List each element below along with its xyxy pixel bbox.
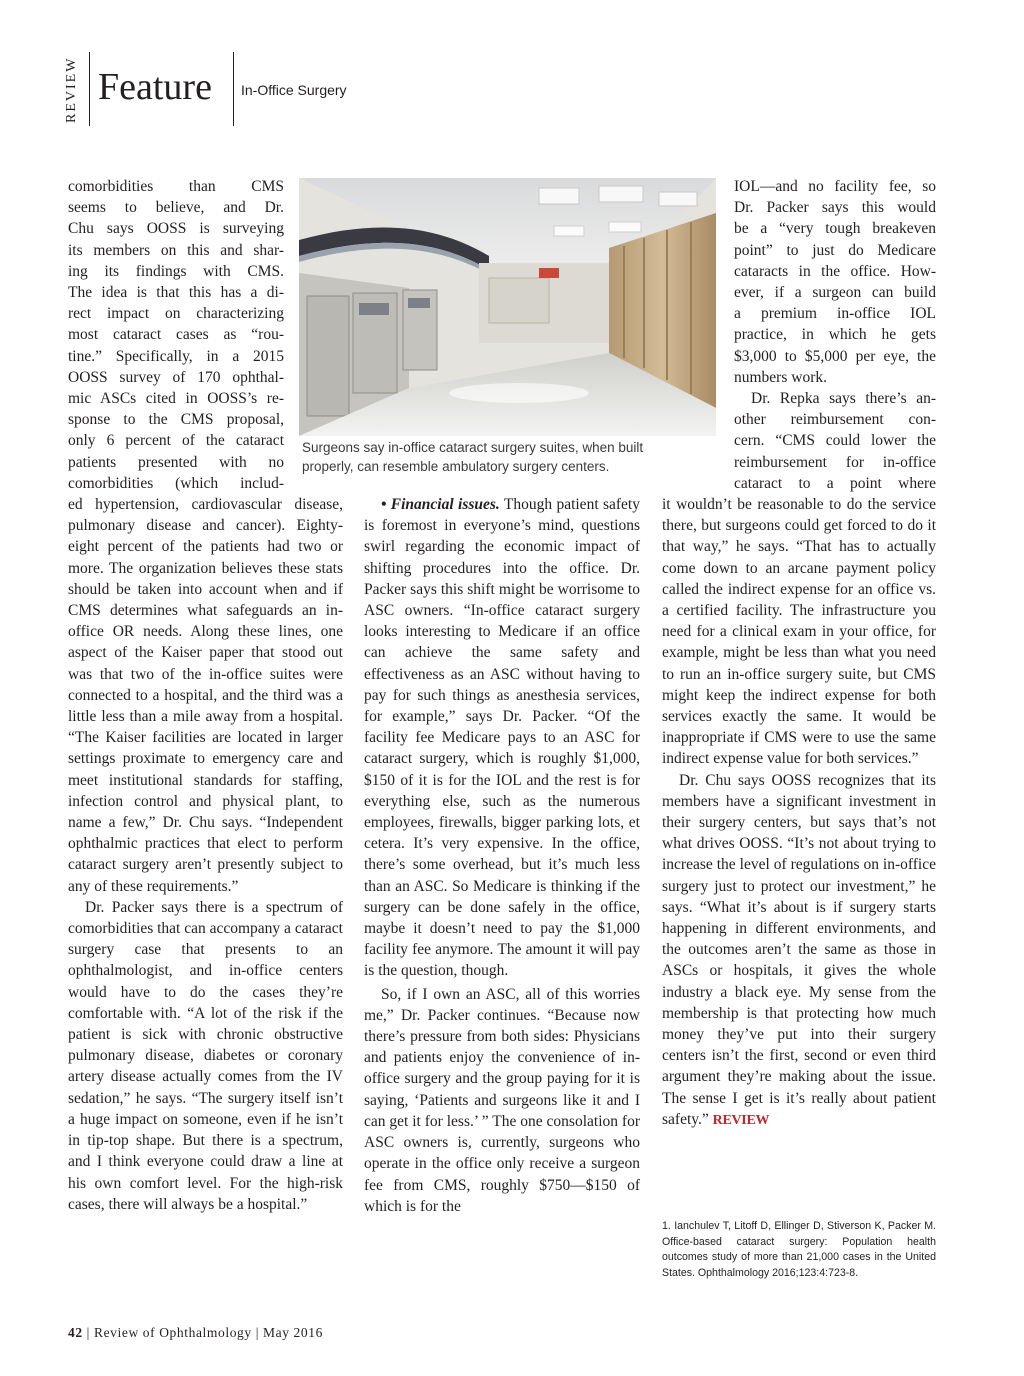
text-line: Dr. Repka says there’s an- (751, 390, 936, 408)
text-line: only 6 percent of the cataract (68, 432, 284, 450)
paragraph-text: Dr. Chu says OOSS recognizes that its members have a significant investment in their surgery centers, but says that’s not what drives OOSS. “It’s not about trying to increase the level of regulations on in-office surgery just to protect our investment,” he says. “What it’s about is if surgery starts happening in different environments, and the outcomes aren’t the same as those in ASCs or hospitals, it gives the whole industry a black eye. My sense from the membership is that protecting how much money they’ve put into their surgery centers isn’t the first, second or even third argument they’re making about the issue. The sense I get is it’s really about patient safety.” (662, 771, 936, 1128)
text-line: comorbidities (which includ- (68, 474, 284, 492)
col2-body (364, 494, 640, 1217)
text-line: IOL—and no facility fee, so (734, 178, 936, 195)
text-line: cataract to a point where (734, 474, 936, 492)
col3-body (662, 494, 936, 1131)
text-line: point” to just do Medicare (734, 241, 936, 259)
text-line: ing its findings with CMS. (68, 262, 284, 280)
paragraph (662, 770, 936, 1131)
text-line: Chu says OOSS is surveying (68, 220, 284, 238)
bullet-heading: • Financial issues. (381, 496, 500, 513)
text-line: tine.” Specifically, in a 2015 (68, 347, 284, 365)
text-line: other reimbursement con- (734, 411, 936, 429)
text-line: reimbursement for in-office (734, 453, 936, 471)
feature-label: Feature (98, 66, 212, 108)
col3-narrow (734, 176, 936, 494)
footer-separator: | (82, 1325, 94, 1340)
section-label: In-Office Surgery (241, 82, 347, 98)
surgery-suite-photo (299, 178, 716, 436)
header-rule-right (233, 52, 234, 126)
text-line: a premium in-office IOL (734, 305, 936, 323)
publication-name: Review of Ophthalmology (93, 1325, 252, 1340)
text-line: The idea is that this has a di- (68, 284, 284, 302)
issue-date: May 2016 (263, 1325, 323, 1340)
text-line: numbers work. (734, 368, 827, 386)
text-line: be a “very tough breakeven (734, 220, 936, 238)
reference-note: 1. Ianchulev T, Litoff D, Ellinger D, Stiverson K, Packer M. Office-based cataract surgery: Population health outcomes study of more than 21,000 cases in the United States. Ophthalmology 2016;123:4:723-8. (662, 1220, 936, 1279)
end-mark: REVIEW (712, 1112, 770, 1128)
text-line: practice, in which he gets (734, 326, 936, 344)
text-line: most cataract cases as “rou- (68, 326, 284, 344)
text-line: mic ASCs cited in OOSS’s re- (68, 390, 284, 408)
paragraph: ed hypertension, cardiovascular disease, pulmonary disease and cancer). Eighty-eight percent of the patients had two or more. The organization believes these stats should be taken into account when and if CMS determines what safeguards an in-office OR needs. Along these lines, one aspect of the Kaiser paper that stood out was that two of the in-office suites were connected to a hospital, and the third was a little less than a mile away from a hospital. “The Kaiser facilities are located in larger settings proximate to emergency care and meet institutional standards for staffing, infection control and physical plant, to name a few,” Dr. Chu says. “Independent ophthalmic practices that elect to perform cataract surgery aren’t presently subject to any of these requirements.” (68, 496, 343, 895)
paragraph: it wouldn’t be reasonable to do the service there, but surgeons could get forced to do it that way,” he says. “That has to actually come down to an arcane payment policy called the indirect expense for an office vs. a certified facility. The infrastructure you need for a clinical exam in your office, for example, might be less than what you need to run an in-office surgery suite, but CMS might keep the indirect expense for both services exactly the same. It would be inappropriate if CMS were to use the same indirect expense value for both services.” (662, 496, 936, 768)
text-line: cern. “CMS could lower the (734, 432, 936, 450)
col1-narrow (68, 176, 284, 494)
magazine-mark: REVIEW (64, 56, 79, 124)
caption-line-2: properly, can resemble ambulatory surgery centers. (302, 459, 610, 474)
footer-separator: | (251, 1325, 264, 1340)
paragraph (364, 494, 640, 982)
paragraph-text: Though patient safety is foremost in everyone’s mind, questions swirl regarding the economic impact of shifting procedures into the office. Dr. Packer says this shift might be worrisome to ASC owners. “In-office cataract surgery looks interesting to Medicare if an office can achieve the same safety and effectiveness as an ASC without having to pay for such things as anesthesia services, for example,” says Dr. Packer. “Of the facility fee Medicare pays to an ASC for cataract surgery, which is roughly $1,000, $150 of it is for the IOL and the rest is for everything else, such as the numerous employees, firewalls, bigger parking lots, et cetera. It’s very expensive. In the office, there’s some overhead, but it’s much less than an ASC. So Medicare is thinking if the surgery can be done safely in the office, maybe it doesn’t need to pay the $1,000 facility fee anymore. The amount it will pay is the question, though. (364, 496, 640, 980)
text-line: its members on this and shar- (68, 241, 284, 259)
text-line: cataracts in the office. How- (734, 262, 936, 280)
figure-caption (302, 438, 718, 476)
text-line: Dr. Packer says this would (734, 199, 936, 217)
text-line: ever, if a surgeon can build (734, 284, 936, 302)
page-footer (68, 1325, 323, 1341)
header-rule-left (89, 52, 90, 126)
col1-body (68, 494, 343, 1215)
text-line: sponse to the CMS proposal, (68, 411, 284, 429)
text-line: rect impact on characterizing (68, 305, 284, 323)
text-line: comorbidities than CMS (68, 178, 284, 195)
text-line: OOSS survey of 170 ophthal- (68, 368, 284, 386)
paragraph: So, if I own an ASC, all of this worries me,” Dr. Packer continues. “Because now there’s pressure from both sides: Physicians and patients enjoy the convenience of in-office surgery and the group paying for it is saying, ‘Patients and surgeons like it and I can get it for less.’ ” The one consolation for ASC owners is, currently, surgeons who operate in the office only receive a surgeon fee from CMS, roughly $750—$150 of which is for the (364, 985, 640, 1215)
paragraph: Dr. Packer says there is a spectrum of comorbidities that can accompany a cataract surgery case that presents to an ophthalmologist, and in-office centers would have to do the cases they’re comfortable with. “A lot of the risk if the patient is sick with chronic obstructive pulmonary disease, diabetes or coronary artery disease actually comes from the IV sedation,” he says. “The surgery itself isn’t a huge impact on someone, even if he isn’t in tip-top shape. But there is a spectrum, and I think everyone could draw a line at his own comfort level. For the high-risk cases, there will always be a hospital.” (68, 898, 343, 1213)
text-line: patients presented with no (68, 453, 284, 471)
text-line: seems to believe, and Dr. (68, 199, 284, 217)
caption-line-1: Surgeons say in-office cataract surgery suites, when built (302, 440, 644, 455)
text-line: $3,000 to $5,000 per eye, the (734, 347, 936, 365)
page-number: 42 (68, 1325, 83, 1340)
